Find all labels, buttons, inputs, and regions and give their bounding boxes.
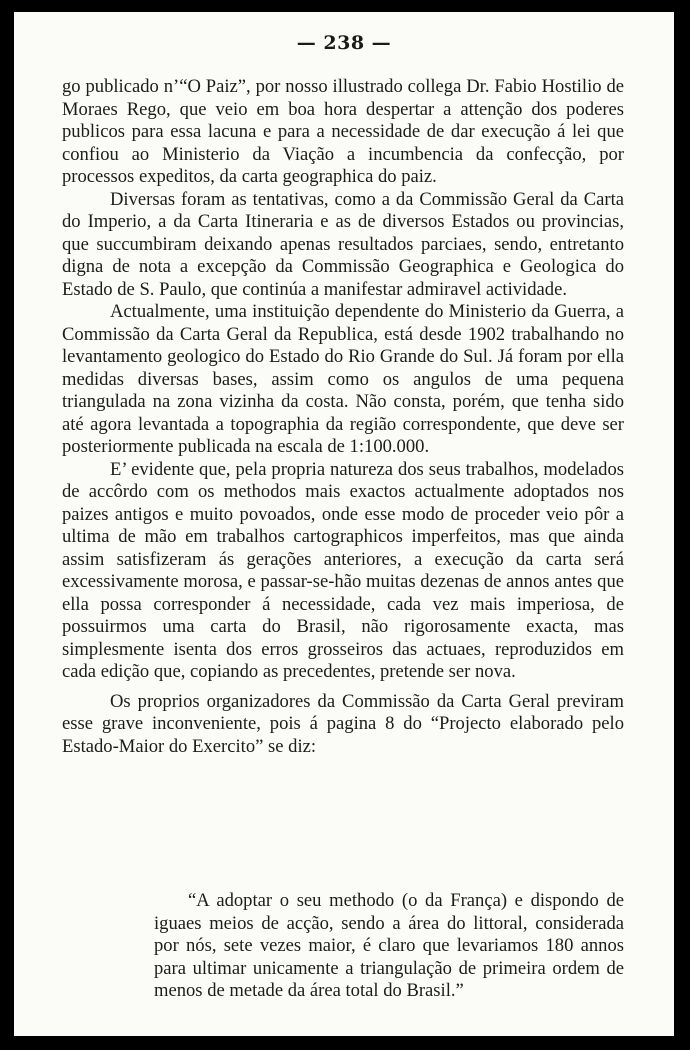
document-page — [14, 12, 674, 1036]
page-number: — 238 — — [296, 32, 392, 54]
block-quote: “A adoptar o seu methodo (o da França) e dispondo de iguaes meios de acção, sendo a área do littoral, considerada por nós, sete vezes maior, é claro que levariamos 180 annos para ultimar unicamente a triangulação de primeira ordem de menos de metade da área total do Brasil.” — [154, 890, 624, 1001]
paragraph-evidente: E’ evidente que, pela propria natureza dos seus trabalhos, modelados de accôrdo com os methodos mais exactos actualmente adoptados nos paizes antigos e muito povoados, onde esse modo de proceder veio pôr a ultima de mão em trabalhos cartographicos imperfeitos, mas que ainda assim satisfizeram ás gerações anteriores, a execução da carta será excessivamente morosa, e passar-se-hão muitas dezenas de annos antes que ella possa corresponder á necessidade, cada vez mais imperiosa, de possuirmos uma carta do Brasil, não rigorosamente exacta, mas simplesmente isenta dos erros grosseiros das actuaes, reproduzidos em cada edição que, copiando as precedentes, pretende ser nova. — [62, 458, 624, 682]
paragraph-actualmente: Actualmente, uma instituição dependente do Ministerio da Guerra, a Commissão da Carta Geral da Republica, está desde 1902 trabalhando no levantamento geologico do Estado do Rio Grande do Sul. Já foram por ella medidas diversas bases, assim como os angulos de uma pequena triangulada na zona vizinha da costa. Não consta, porém, que tenha sido até agora levantada a topographia da região correspondente, que deve ser posteriormente publicada na escala de 1:100.000. — [62, 301, 624, 457]
paragraph-organizadores: Os proprios organizadores da Commissão da Carta Geral previram esse grave inconveniente, pois á pagina 8 do “Projecto elaborado pelo Estado-Maior do Exercito” se diz: — [62, 690, 624, 757]
body-text — [62, 76, 624, 758]
paragraph-tentativas: Diversas foram as tentativas, como a da Commissão Geral da Carta do Imperio, a da Carta Itineraria e as de diversos Estados ou provincias, que succumbiram deixando apenas resultados parciaes, sendo, entretanto digna de nota a excepção da Commissão Geographica e Geologica do Estado de S. Paulo, que continúa a manifestar admiravel actividade. — [62, 188, 624, 300]
paragraph-continuation: go publicado n’“O Paiz”, por nosso illustrado collega Dr. Fabio Hostilio de Moraes Rego, que veio em boa hora despertar a attenção dos poderes publicos para essa lacuna e para a necessidade de dar execução á lei que confiou ao Ministerio da Viação a incumbencia da confecção, por processos expeditos, da carta geographica do paiz. — [62, 76, 624, 187]
